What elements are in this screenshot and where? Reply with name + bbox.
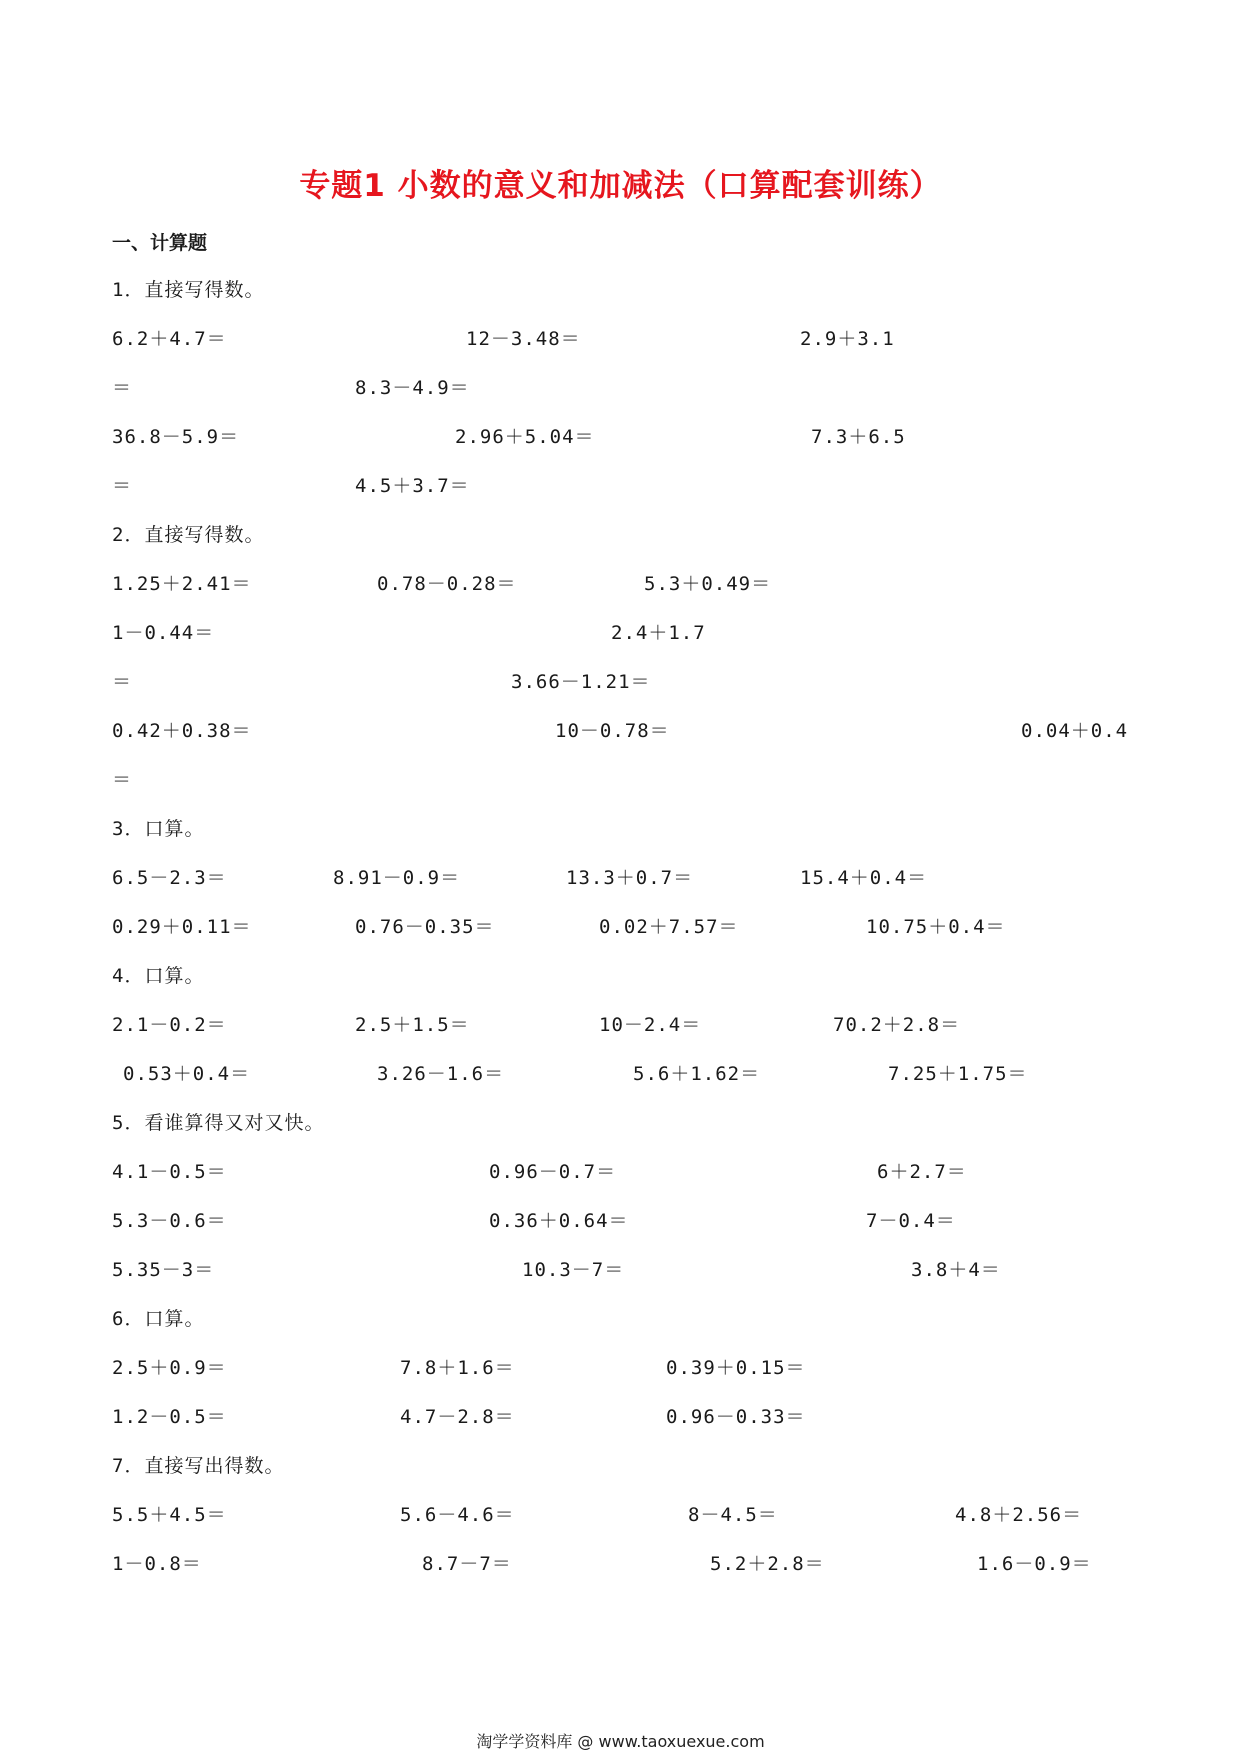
problem: 10－0.78＝ (555, 720, 670, 742)
problem: ＝ (112, 671, 133, 693)
problem: 36.8－5.9＝ (112, 426, 240, 448)
problem: ＝ (112, 377, 133, 399)
problem: 1.25＋2.41＝ (112, 573, 252, 595)
question-heading: 3．口算。 (112, 818, 205, 840)
problem: 70.2＋2.8＝ (833, 1014, 961, 1036)
problem: 0.78－0.28＝ (377, 573, 517, 595)
problem: 5.5＋4.5＝ (112, 1504, 227, 1526)
problem: 0.39＋0.15＝ (666, 1357, 806, 1379)
problem: 8.7－7＝ (422, 1553, 512, 1575)
section-heading: 一、计算题 (112, 232, 208, 254)
problem: ＝ (112, 475, 133, 497)
problem: 0.53＋0.4＝ (123, 1063, 251, 1085)
problem: 7.25＋1.75＝ (888, 1063, 1028, 1085)
problem: 0.96－0.33＝ (666, 1406, 806, 1428)
problem: 6＋2.7＝ (877, 1161, 967, 1183)
problem: 3.8＋4＝ (911, 1259, 1001, 1281)
problem: 10.75＋0.4＝ (866, 916, 1006, 938)
problem: 5.3－0.6＝ (112, 1210, 227, 1232)
problem: 4.5＋3.7＝ (355, 475, 470, 497)
problem: 5.6＋1.62＝ (633, 1063, 761, 1085)
problem: 2.96＋5.04＝ (455, 426, 595, 448)
problem: 4.1－0.5＝ (112, 1161, 227, 1183)
question-heading: 7．直接写出得数。 (112, 1455, 285, 1477)
problem: 1－0.44＝ (112, 622, 215, 644)
question-heading: 5．看谁算得又对又快。 (112, 1112, 325, 1134)
problem: 2.5＋0.9＝ (112, 1357, 227, 1379)
problem: 4.7－2.8＝ (400, 1406, 515, 1428)
problem: 5.3＋0.49＝ (644, 573, 772, 595)
page-title: 专题1 小数的意义和加减法（口算配套训练） (299, 168, 942, 204)
problem: 8.91－0.9＝ (333, 867, 461, 889)
problem: 7－0.4＝ (866, 1210, 956, 1232)
problem: 0.02＋7.57＝ (599, 916, 739, 938)
problem: 2.5＋1.5＝ (355, 1014, 470, 1036)
problem: 2.9＋3.1 (800, 328, 895, 350)
problem: 6.5－2.3＝ (112, 867, 227, 889)
problem: ＝ (112, 769, 133, 791)
question-heading: 4．口算。 (112, 965, 205, 987)
problem: 1.2－0.5＝ (112, 1406, 227, 1428)
problem: 8.3－4.9＝ (355, 377, 470, 399)
problem: 6.2＋4.7＝ (112, 328, 227, 350)
problem: 0.76－0.35＝ (355, 916, 495, 938)
problem: 3.26－1.6＝ (377, 1063, 505, 1085)
problem: 7.8＋1.6＝ (400, 1357, 515, 1379)
problem: 10.3－7＝ (522, 1259, 625, 1281)
problem: 3.66－1.21＝ (511, 671, 651, 693)
question-heading: 1．直接写得数。 (112, 279, 265, 301)
problem: 7.3＋6.5 (811, 426, 906, 448)
problem: 0.42＋0.38＝ (112, 720, 252, 742)
problem: 5.6－4.6＝ (400, 1504, 515, 1526)
problem: 8－4.5＝ (688, 1504, 778, 1526)
question-heading: 6．口算。 (112, 1308, 205, 1330)
problem: 0.29＋0.11＝ (112, 916, 252, 938)
problem: 15.4＋0.4＝ (800, 867, 928, 889)
problem: 0.96－0.7＝ (489, 1161, 617, 1183)
problem: 2.1－0.2＝ (112, 1014, 227, 1036)
problem: 10－2.4＝ (599, 1014, 702, 1036)
problem: 2.4＋1.7 (611, 622, 706, 644)
problem: 13.3＋0.7＝ (566, 867, 694, 889)
problem: 4.8＋2.56＝ (955, 1504, 1083, 1526)
problem: 0.36＋0.64＝ (489, 1210, 629, 1232)
problem: 0.04＋0.4 (1021, 720, 1129, 742)
problem: 12－3.48＝ (466, 328, 581, 350)
problem: 1.6－0.9＝ (977, 1553, 1092, 1575)
problem: 5.2＋2.8＝ (710, 1553, 825, 1575)
question-heading: 2．直接写得数。 (112, 524, 265, 546)
footer-watermark: 淘学学资料库 @ www.taoxuexue.com (476, 1732, 765, 1751)
problem: 1－0.8＝ (112, 1553, 202, 1575)
problem: 5.35－3＝ (112, 1259, 215, 1281)
